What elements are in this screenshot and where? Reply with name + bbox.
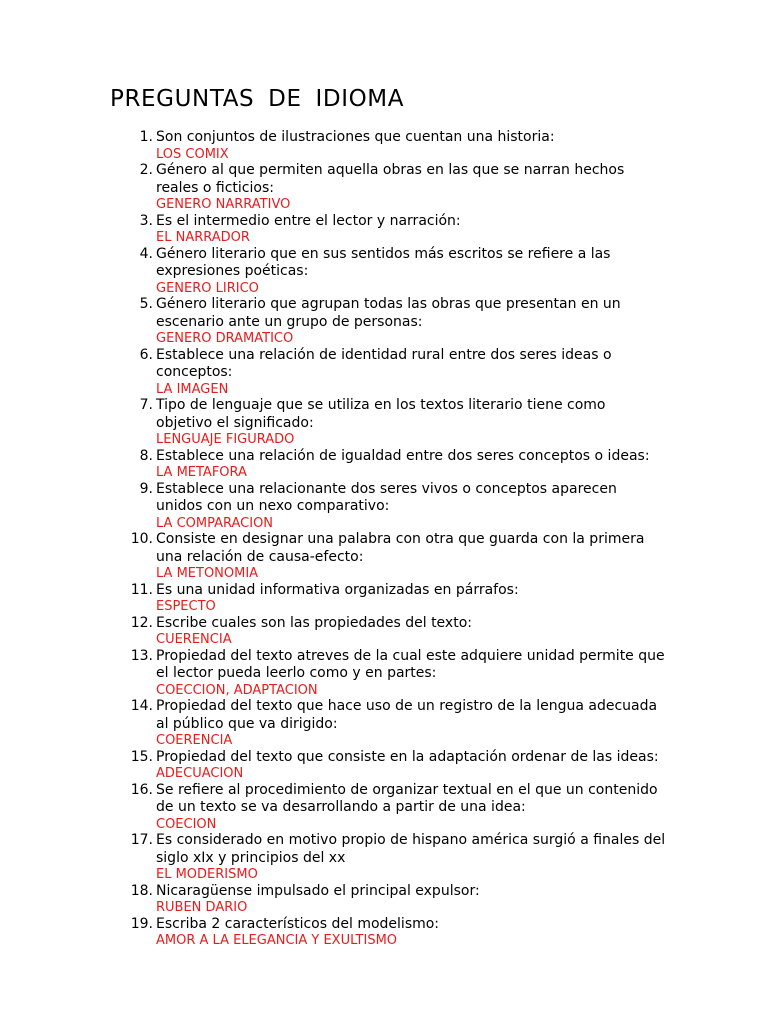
question-text: Nicaragüense impulsado el principal expulsor: xyxy=(156,882,480,899)
question-text: Género literario que en sus sentidos más escritos se refiere a las expresiones poéticas: xyxy=(156,245,611,279)
question-number: 1. xyxy=(139,129,153,145)
question-text: Propiedad del texto atreves de la cual este adquiere unidad permite que el lector pueda leerlo como y en partes: xyxy=(156,647,665,681)
question-text: Escriba 2 característicos del modelismo: xyxy=(156,915,440,932)
answer-text: COECION xyxy=(156,816,217,832)
question-number: 4. xyxy=(139,245,153,262)
question-number: 16. xyxy=(130,781,153,798)
question-number: 2. xyxy=(139,162,153,178)
question-number: 8. xyxy=(139,447,153,464)
question-text: Es el intermedio entre el lector y narración: xyxy=(156,212,461,229)
question-text: Establece una relación de igualdad entre dos seres conceptos o ideas: xyxy=(156,447,650,464)
answer-text: COECCION, ADAPTACION xyxy=(156,682,318,698)
question-item xyxy=(0,347,768,398)
question-item xyxy=(0,246,768,297)
question-number: 18. xyxy=(130,882,153,899)
question-item xyxy=(0,129,768,162)
answer-text: ADECUACION xyxy=(156,766,244,781)
question-item xyxy=(0,648,768,699)
answer-text: EL MODERISMO xyxy=(156,867,258,882)
answer-text: LA IMAGEN xyxy=(156,381,229,397)
answer-text: LA METONOMIA xyxy=(156,566,259,581)
question-item xyxy=(0,832,768,883)
question-item xyxy=(0,481,768,532)
question-text: Escribe cuales son las propiedades del texto: xyxy=(156,614,472,631)
question-number: 15. xyxy=(130,748,153,765)
question-item xyxy=(0,296,768,347)
question-number: 19. xyxy=(130,915,153,932)
answer-text: LA COMPARACION xyxy=(156,515,274,531)
answer-text: GENERO NARRATIVO xyxy=(156,197,291,212)
question-number: 9. xyxy=(139,480,153,497)
question-number: 12. xyxy=(130,614,153,631)
question-text: Se refiere al procedimiento de organizar textual en el que un contenido de un texto se va desarrollando a partir de una idea: xyxy=(156,781,658,815)
answer-text: AMOR A LA ELEGANCIA Y EXULTISMO xyxy=(156,933,398,948)
answer-text: RUBEN DARIO xyxy=(156,900,248,915)
question-number: 13. xyxy=(130,647,153,664)
answer-text: ESPECTO xyxy=(156,599,216,614)
answer-text: LENGUAJE FIGURADO xyxy=(156,432,295,447)
question-number: 10. xyxy=(130,531,153,547)
question-item xyxy=(0,531,768,582)
answer-text: LA METAFORA xyxy=(156,465,247,480)
question-text: Establece una relacionante dos seres vivos o conceptos aparecen unidos con un nexo comparativo: xyxy=(156,480,617,514)
page-title: PREGUNTAS DE IDIOMA xyxy=(110,86,405,112)
question-item xyxy=(0,615,768,648)
question-item xyxy=(0,883,768,916)
question-number: 6. xyxy=(139,346,153,363)
question-number: 3. xyxy=(139,212,153,229)
question-text: Género literario que agrupan todas las obras que presentan en un escenario ante un grupo de personas: xyxy=(156,296,621,330)
answer-text: GENERO DRAMATICO xyxy=(156,331,294,346)
question-text: Es una unidad informativa organizadas en párrafos: xyxy=(156,581,519,598)
question-number: 14. xyxy=(130,698,153,714)
question-item xyxy=(0,749,768,782)
question-item xyxy=(0,397,768,448)
question-text: Propiedad del texto que hace uso de un registro de la lengua adecuada al público que va dirigido: xyxy=(156,698,658,732)
answer-text: EL NARRADOR xyxy=(156,230,250,245)
question-text: Propiedad del texto que consiste en la adaptación ordenar de las ideas: xyxy=(156,748,659,765)
question-item xyxy=(0,698,768,749)
question-item xyxy=(0,782,768,833)
answer-text: CUERENCIA xyxy=(156,632,232,647)
question-item xyxy=(0,213,768,246)
question-number: 5. xyxy=(139,296,153,312)
question-item xyxy=(0,916,768,949)
question-item xyxy=(0,162,768,213)
answer-text: LOS COMIX xyxy=(156,146,229,162)
answer-text: GENERO LIRICO xyxy=(156,280,259,296)
answer-text: COERENCIA xyxy=(156,733,233,748)
question-text: Establece una relación de identidad rural entre dos seres ideas o conceptos: xyxy=(156,346,612,380)
question-text: Tipo de lenguaje que se utiliza en los textos literario tiene como objetivo el significado: xyxy=(156,397,606,431)
question-text: Género al que permiten aquella obras en las que se narran hechos reales o ficticios: xyxy=(156,162,625,196)
question-text: Consiste en designar una palabra con otra que guarda con la primera una relación de causa-efecto: xyxy=(156,531,645,565)
question-text: Son conjuntos de ilustraciones que cuentan una historia: xyxy=(156,129,555,145)
question-number: 17. xyxy=(130,832,153,848)
question-item xyxy=(0,582,768,615)
question-list xyxy=(0,129,768,949)
question-number: 11. xyxy=(130,581,153,598)
question-text: Es considerado en motivo propio de hispano américa surgió a finales del siglo xIx y principios del xx xyxy=(156,832,666,866)
question-item xyxy=(0,448,768,481)
question-number: 7. xyxy=(139,397,153,413)
